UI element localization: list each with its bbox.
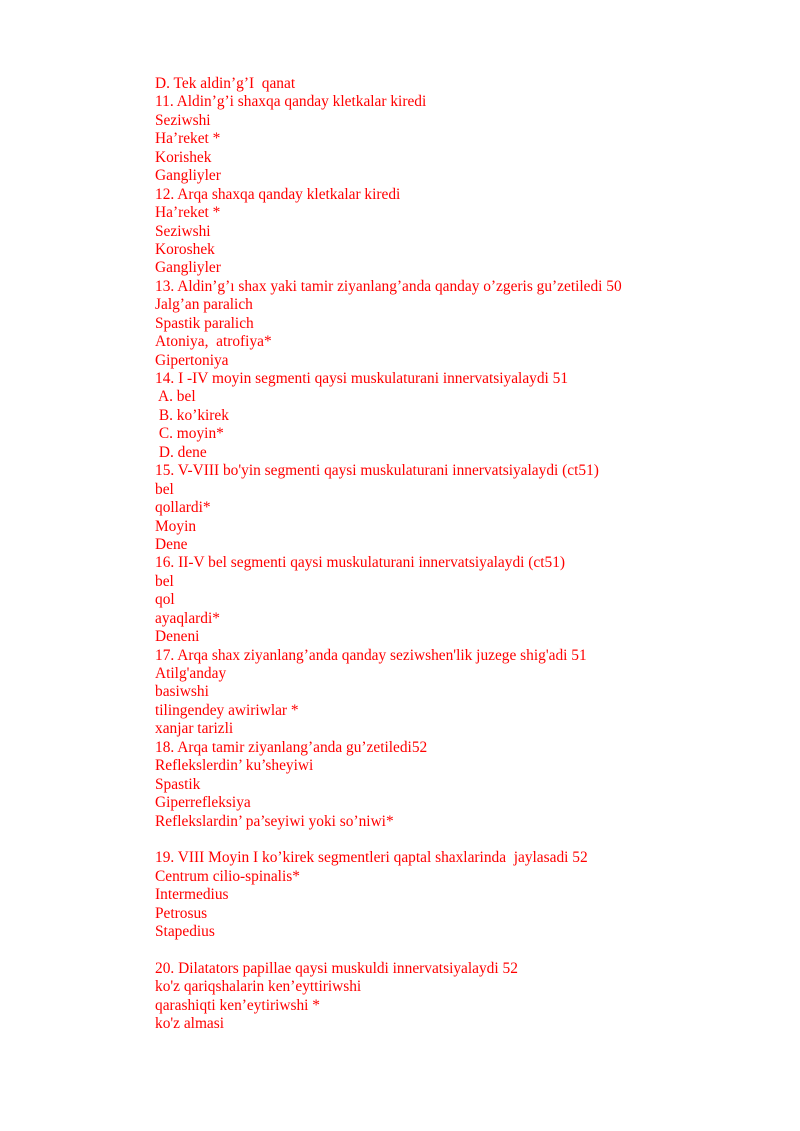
question-13: 13. Aldin’g’ı shax yaki tamir ziyanlang’anda qanday o’zgeris gu’zetiledi 50 xyxy=(155,277,622,295)
question-19: 19. VIII Moyin I ko’kirek segmentleri qaptal shaxlarinda jaylasadi 52 xyxy=(155,849,588,867)
answer-option: Moyin xyxy=(155,517,197,535)
answer-option: Spastik xyxy=(155,775,201,793)
answer-option: Atilg'anday xyxy=(155,665,227,682)
answer-option: Seziwshi xyxy=(155,111,211,129)
question-11: 11. Aldin’g’i shaxqa qanday kletkalar kiredi xyxy=(155,93,427,111)
answer-option: Intermedius xyxy=(155,886,229,904)
answer-option: Giperrefleksiya xyxy=(155,794,251,812)
answer-option: Deneni xyxy=(155,628,200,646)
answer-option: bel xyxy=(155,480,174,498)
blank-line xyxy=(155,942,755,960)
answer-option: ko'z almasi xyxy=(155,1015,225,1033)
answer-option: Korishek xyxy=(155,148,212,166)
document-page xyxy=(155,75,755,1034)
answer-option: qol xyxy=(155,591,175,609)
answer-option: basiwshi xyxy=(155,683,209,701)
answer-option: A. bel xyxy=(155,388,196,406)
answer-option: Centrum cilio-spinalis* xyxy=(155,867,300,885)
answer-option: qollardi* xyxy=(155,499,211,517)
answer-option: Gangliyler xyxy=(155,167,221,185)
question-18: 18. Arqa tamir ziyanlang’anda gu’zetiledi52 xyxy=(155,738,428,756)
answer-option: Spastik paralich xyxy=(155,314,254,332)
answer-option: D. dene xyxy=(155,443,207,461)
answer-option: Koroshek xyxy=(155,240,215,258)
answer-option: xanjar tarizli xyxy=(155,720,234,738)
answer-option: Atoniya, atrofiya* xyxy=(155,333,272,351)
question-17: 17. Arqa shax ziyanlang’anda qanday seziwshen'lik juzege shig'adi 51 xyxy=(155,646,587,664)
question-12: 12. Arqa shaxqa qanday kletkalar kiredi xyxy=(155,185,401,203)
answer-option: Gangliyler xyxy=(155,259,221,277)
answer-option: Gipertoniya xyxy=(155,351,229,369)
question-16: 16. II-V bel segmenti qaysi muskulaturani innervatsiyalaydi (ct51) xyxy=(155,554,566,572)
question-14: 14. I -IV moyin segmenti qaysi muskulaturani innervatsiyalaydi 51 xyxy=(155,370,569,387)
text-line: D. Tek aldin’g’I qanat xyxy=(155,75,296,92)
question-15: 15. V-VIII bo'yin segmenti qaysi muskulaturani innervatsiyalaydi (ct51) xyxy=(155,462,599,480)
answer-option: ayaqlardi* xyxy=(155,609,220,627)
answer-option: tilingendey awiriwlar * xyxy=(155,701,299,719)
answer-option: bel xyxy=(155,572,174,590)
answer-option: Dene xyxy=(155,535,188,553)
answer-option: ko'z qariqshalarin ken’eyttiriwshi xyxy=(155,978,362,996)
answer-option: Ha’reket * xyxy=(155,130,221,148)
answer-option: qarashiqti ken’eytiriwshi * xyxy=(155,996,320,1014)
question-20: 20. Dilatators papillae qaysi muskuldi innervatsiyalaydi 52 xyxy=(155,960,518,977)
answer-option: Reflekslardin’ pa’seyiwi yoki so’niwi* xyxy=(155,812,394,830)
blank-line xyxy=(155,831,755,849)
answer-option: C. moyin* xyxy=(155,425,224,443)
answer-option: Ha’reket * xyxy=(155,204,221,222)
answer-option: Seziwshi xyxy=(155,222,211,240)
answer-option: B. ko’kirek xyxy=(155,406,229,424)
answer-option: Jalg’an paralich xyxy=(155,296,253,314)
answer-option: Reflekslerdin’ ku’sheyiwi xyxy=(155,757,314,775)
answer-option: Stapedius xyxy=(155,923,215,941)
answer-option: Petrosus xyxy=(155,904,208,922)
